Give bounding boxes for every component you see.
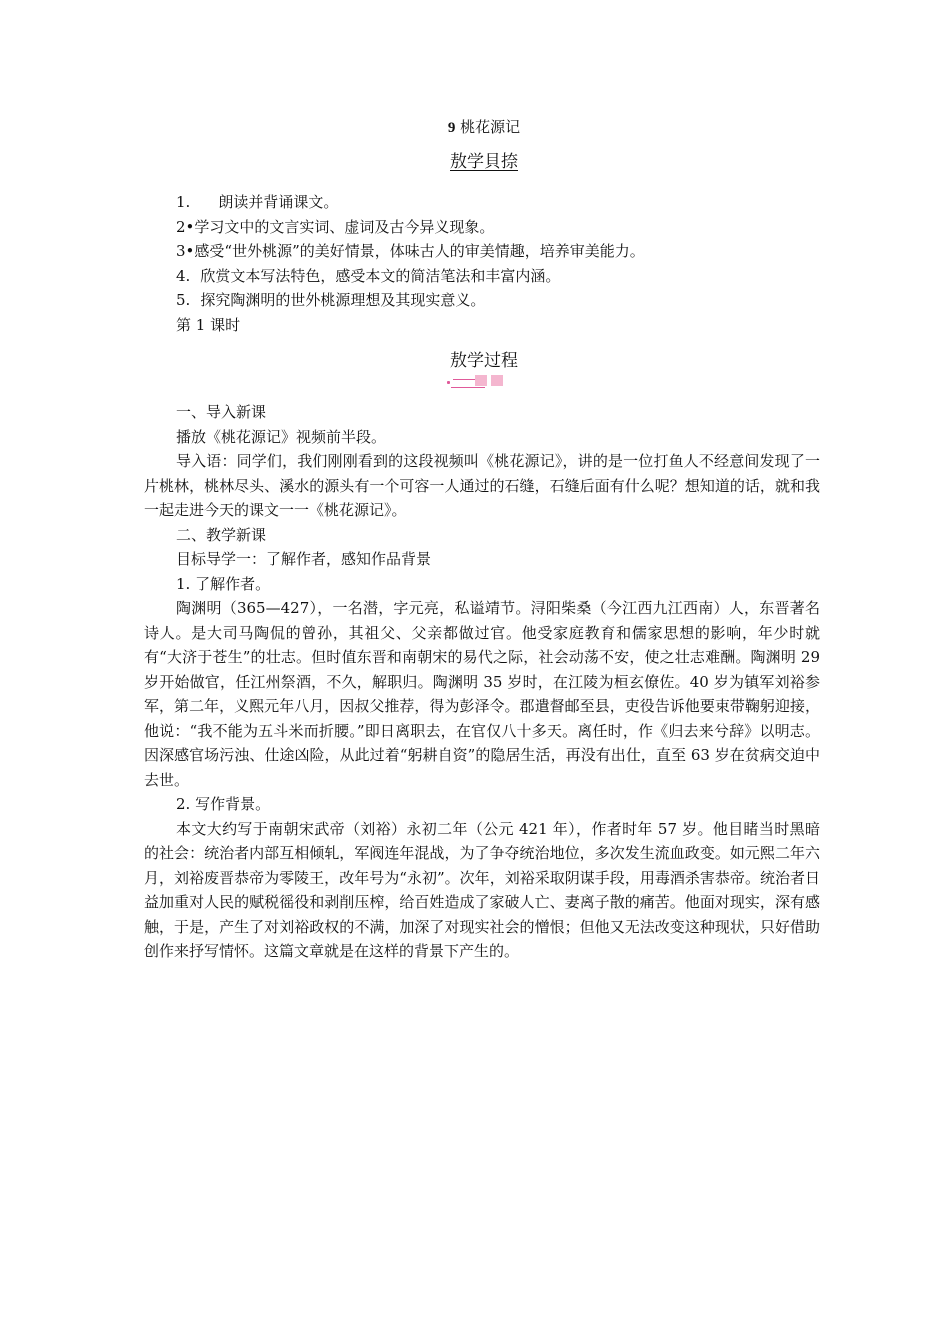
- body-paragraph: 1. 了解作者。: [176, 574, 271, 593]
- body-paragraph: 二、教学新课: [176, 525, 267, 544]
- objective-item: [176, 190, 852, 215]
- section-heading-process: 敖学过程: [450, 351, 518, 371]
- body-paragraph: 2. 写作背景。: [176, 795, 271, 813]
- objective-text: 欣赏文本写法特色，感受本文的简洁笔法和丰富内涵。: [200, 266, 561, 285]
- objective-number: 4.: [176, 266, 191, 285]
- objective-number: 3•: [176, 242, 195, 260]
- body-paragraph: 导入语：同学们，我们刚刚看到的这段视频叫《桃花源记》，讲的是一位打鱼人不经意间发现了一片桃林，桃林尽头、溪水的源头有一个可容一人通过的石缝，石缝后面有什么呢？想知道的话，就和我一起走进今天的课文一一《桃花源记》。: [144, 452, 820, 519]
- body-paragraph: 目标导学一：了解作者，感知作品背景: [176, 550, 432, 568]
- objective-item: [176, 264, 852, 289]
- objective-number: 2•: [176, 217, 195, 236]
- body-paragraph: 一、导入新课: [176, 403, 267, 421]
- objective-text: 朗读并背诵课文。: [218, 193, 339, 211]
- lesson-number: 9: [447, 120, 456, 136]
- objective-text: 学习文中的文言实词、虚词及古今异义现象。: [194, 217, 495, 236]
- body-paragraph: 播放《桃花源记》视频前半段。: [176, 427, 387, 446]
- lesson-body: [144, 400, 820, 964]
- objective-item: [176, 239, 852, 264]
- objectives-list: [176, 190, 852, 337]
- objective-item: [176, 288, 852, 313]
- decorative-ornament: [447, 375, 507, 389]
- body-paragraph: 本文大约写于南朝宋武帝（刘裕）永初二年（公元 421 年），作者时年 57 岁。他目睹当时黑暗的社会：统治者内部互相倾轧，军阀连年混战，为了争夺统治地位，多次发生流血政变。如元熙二年六月，刘裕废晋恭帝为零陵王，改年号为“永初”。次年，刘裕采取阴谋手段，用毒酒杀害恭帝。统治者日益加重对人民的赋税徭役和剥削压榨，给百姓造成了家破人亡、妻离子散的痛苦。他面对现实，深有感触，于是，产生了对刘裕政权的不满，加深了对现实社会的憎恨；但他又无法改变这种现状，只好借助创作来抒写情怀。这篇文章就是在这样的背景下产生的。: [144, 819, 820, 960]
- objective-number: 1.: [176, 193, 191, 211]
- objective-text: 感受“世外桃源”的美好情景，体味古人的审美情趣，培养审美能力。: [194, 242, 645, 260]
- lesson-period: 第 1 课时: [176, 315, 241, 334]
- section-heading-objectives: 敖学貝捺: [450, 152, 518, 172]
- lesson-title-text: 桃花源记: [460, 118, 521, 136]
- objective-number: 5.: [176, 291, 191, 309]
- lesson-title: [0, 117, 950, 138]
- body-paragraph: 陶渊明（365—427），一名潜，字元亮，私谥靖节。浔阳柴桑（今江西九江西南）人，东晋著名诗人。是大司马陶侃的曾孙，其祖父、父亲都做过官。他受家庭教育和儒家思想的影响，年少时就有“大济于苍生”的壮志。但时值东晋和南朝宋的易代之际，社会动荡不安，使之壮志难酬。陶渊明 29 岁开始做官，任江州祭酒，不久，解职归。陶渊明 35 岁时，在江陵为桓玄僚佐。40 岁为镇军刘裕参军，第二年，义熙元年八月，因叔父推荐，得为彭泽令。郡遣督邮至县，吏役告诉他要束带鞠躬迎接，他说：“我不能为五斗米而折腰。”即日离职去，在官仅八十多天。离任时，作《归去来兮辞》以明志。因深感官场污浊、仕途凶险，从此过着“躬耕自资”的隐居生活，再没有出仕，直至 63 岁在贫病交迫中去世。: [144, 599, 820, 789]
- objective-text: 探究陶渊明的世外桃源理想及其现实意义。: [200, 291, 486, 309]
- objective-item: [176, 215, 852, 240]
